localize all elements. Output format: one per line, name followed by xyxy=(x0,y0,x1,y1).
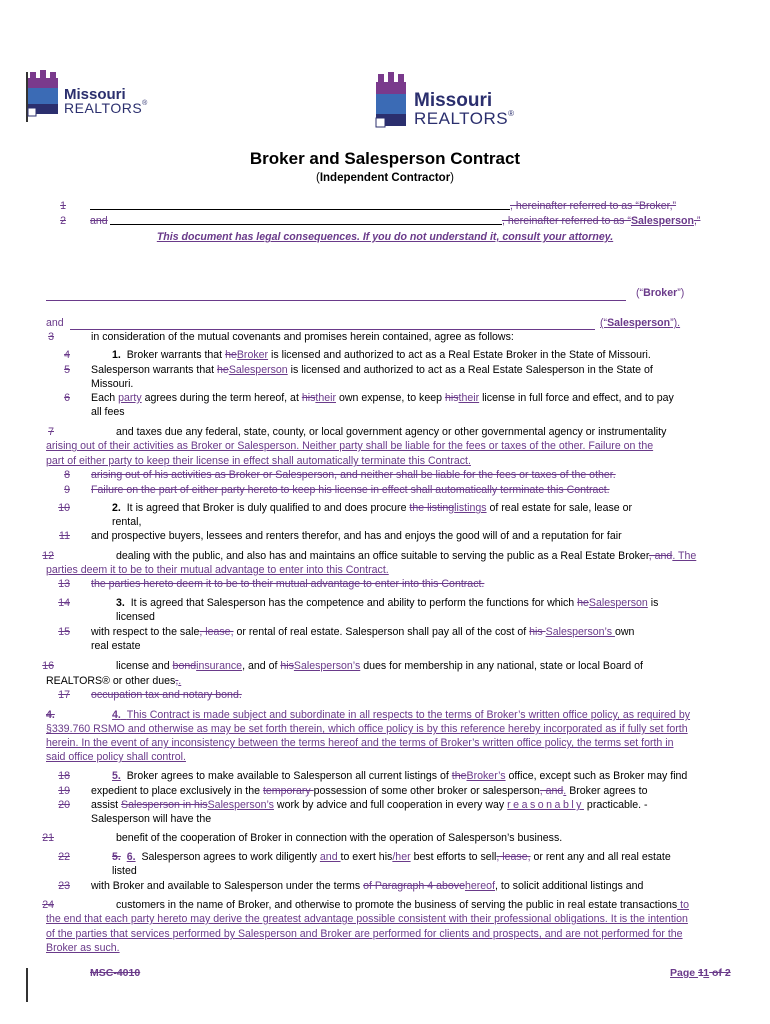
salesperson-name-field[interactable] xyxy=(110,215,502,225)
p1-inserted-b: part of either party to keep their license in effect shall automatically terminate this Contract. xyxy=(46,455,471,467)
p2-inserted-a: parties deem it to be to their mutual advantage to enter into this Contract. xyxy=(46,564,389,576)
broker-label: (“Broker”) xyxy=(636,287,685,299)
salesperson-blank-line[interactable] xyxy=(70,329,595,330)
p6-inserted-b: the end that each party hereto may derive the greatest advantage possible consistent with their professional obligations. It is the intention xyxy=(46,913,688,925)
broker-blank-line[interactable] xyxy=(46,300,626,301)
brand-top: Missouri xyxy=(414,90,493,111)
brand-bottom: REALTORS xyxy=(414,109,509,128)
brand-top: Missouri xyxy=(64,86,126,103)
missouri-realtors-logo-center xyxy=(374,72,515,133)
document-title: Broker and Salesperson Contract xyxy=(249,149,521,168)
logo-mark-icon xyxy=(26,70,60,118)
p4-line-c: herein. In the event of any inconsistency between the terms hereof and the terms of Broker’s written office policy, the terms set forth in xyxy=(46,737,674,749)
document-subtitle: (Independent Contractor) xyxy=(315,172,455,184)
p4-line-d: said office policy shall control. xyxy=(46,751,186,763)
missouri-realtors-logo-left xyxy=(26,70,148,121)
p6-inserted-d: Broker as such. xyxy=(46,942,120,954)
p6-inserted-c: of the parties that services performed by Salesperson and Broker are performed for clients and prospects, and are not performed for the xyxy=(46,928,683,940)
logo-mark-icon xyxy=(374,72,408,130)
brand-bottom: REALTORS xyxy=(64,100,143,116)
page-number: Page 11 of 2 xyxy=(670,967,731,979)
legal-warning: This document has legal consequences. If you do not understand it, consult your attorney. xyxy=(156,231,614,243)
broker-name-field[interactable] xyxy=(90,200,510,210)
brand-reg: ® xyxy=(142,100,148,107)
p1-inserted-a: arising out of their activities as Broker or Salesperson. Neither party shall be liable for the fees or taxes of the other. Failure on the xyxy=(46,440,654,452)
and-label: and xyxy=(46,317,64,329)
p4-line-b: §339.760 RSMO and otherwise as may be set forth therein, which office policy is by this reference hereby incorporated as if fully set forth xyxy=(46,723,688,735)
form-id: MSC-4010 xyxy=(90,967,141,979)
brand-reg: ® xyxy=(508,109,515,118)
change-bar xyxy=(26,968,28,1002)
salesperson-label: (“Salesperson”). xyxy=(600,317,681,329)
